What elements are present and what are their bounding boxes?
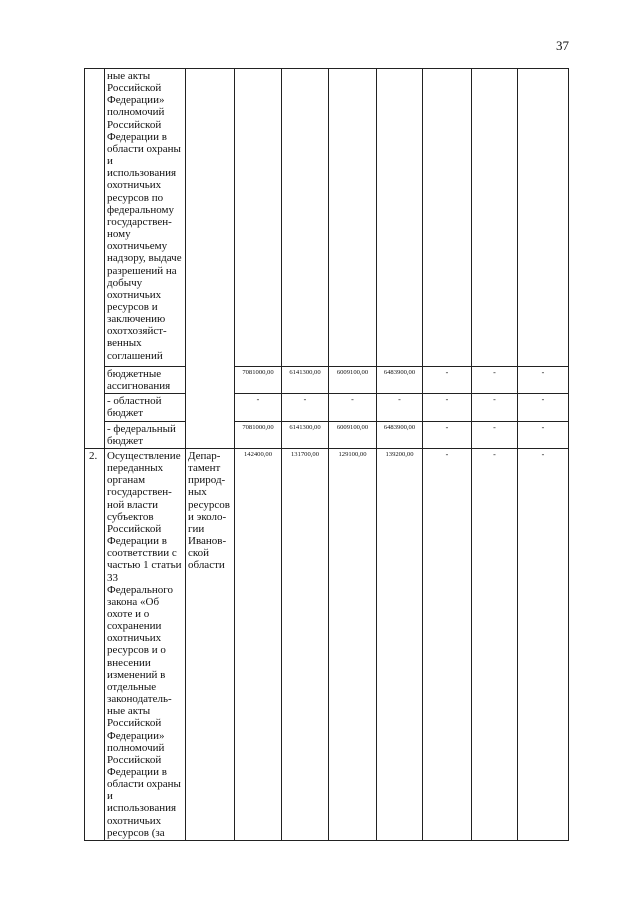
table-cell	[377, 69, 423, 367]
value-cell: -	[472, 421, 518, 448]
row-number-cell	[85, 69, 105, 449]
value-cell: 6141300,00	[282, 421, 329, 448]
value-cell: 6009100,00	[329, 421, 377, 448]
value-cell: -	[423, 448, 472, 840]
value-cell: -	[423, 421, 472, 448]
table-cell	[423, 69, 472, 367]
value-cell: 142400,00	[235, 448, 282, 840]
value-cell: -	[472, 367, 518, 394]
budget-label-cell: - федеральный бюджет	[105, 421, 186, 448]
value-cell: -	[518, 367, 569, 394]
budget-label-cell: бюджетные ассигнования	[105, 367, 186, 394]
value-cell: 6483900,00	[377, 367, 423, 394]
value-cell: -	[423, 394, 472, 421]
value-cell: -	[329, 394, 377, 421]
table-cell	[282, 69, 329, 367]
measure-name-cell: ные акты Российской Федерации» полномочий Российской Федерации в области охраны и использования охотничьих ресурсов по федеральному государствен- ному охотничьему надзору, выдаче разрешений на добычу охотничьих ресурсов и заключению охотхозяйст- венных соглашений	[105, 69, 186, 367]
table-row	[85, 69, 569, 367]
value-cell: 7081000,00	[235, 421, 282, 448]
value-cell: 6483900,00	[377, 421, 423, 448]
table-cell	[518, 69, 569, 367]
table-row	[85, 367, 569, 394]
executor-cell	[186, 69, 235, 449]
value-cell: -	[282, 394, 329, 421]
table-cell	[329, 69, 377, 367]
table-cell	[472, 69, 518, 367]
value-cell: -	[518, 394, 569, 421]
value-cell: -	[423, 367, 472, 394]
value-cell: 6009100,00	[329, 367, 377, 394]
value-cell: 139200,00	[377, 448, 423, 840]
value-cell: -	[472, 448, 518, 840]
page-number: 37	[556, 38, 569, 53]
value-cell: 7081000,00	[235, 367, 282, 394]
row-number-cell: 2.	[85, 448, 105, 840]
table-row	[85, 394, 569, 421]
executor-cell: Депар- тамент природ- ных ресурсов и эколо- гии Иванов- ской области	[186, 448, 235, 840]
value-cell: 129100,00	[329, 448, 377, 840]
value-cell: -	[472, 394, 518, 421]
table-row	[85, 448, 569, 840]
table-row	[85, 421, 569, 448]
table-cell	[235, 69, 282, 367]
value-cell: -	[377, 394, 423, 421]
value-cell: -	[235, 394, 282, 421]
value-cell: -	[518, 448, 569, 840]
budget-label-cell: - областной бюджет	[105, 394, 186, 421]
measure-name-cell: Осуществление переданных органам государствен- ной власти субъектов Российской Федерации в соответствии с частью 1 статьи 33 Федерального закона «Об охоте и о сохранении охотничьих ресурсов и о внесении изменений в отдельные законодатель- ные акты Российской Федерации» полномочий Российской Федерации в области охраны и использования охотничьих ресурсов (за	[105, 448, 186, 840]
budget-table	[84, 68, 569, 841]
value-cell: -	[518, 421, 569, 448]
value-cell: 131700,00	[282, 448, 329, 840]
value-cell: 6141300,00	[282, 367, 329, 394]
